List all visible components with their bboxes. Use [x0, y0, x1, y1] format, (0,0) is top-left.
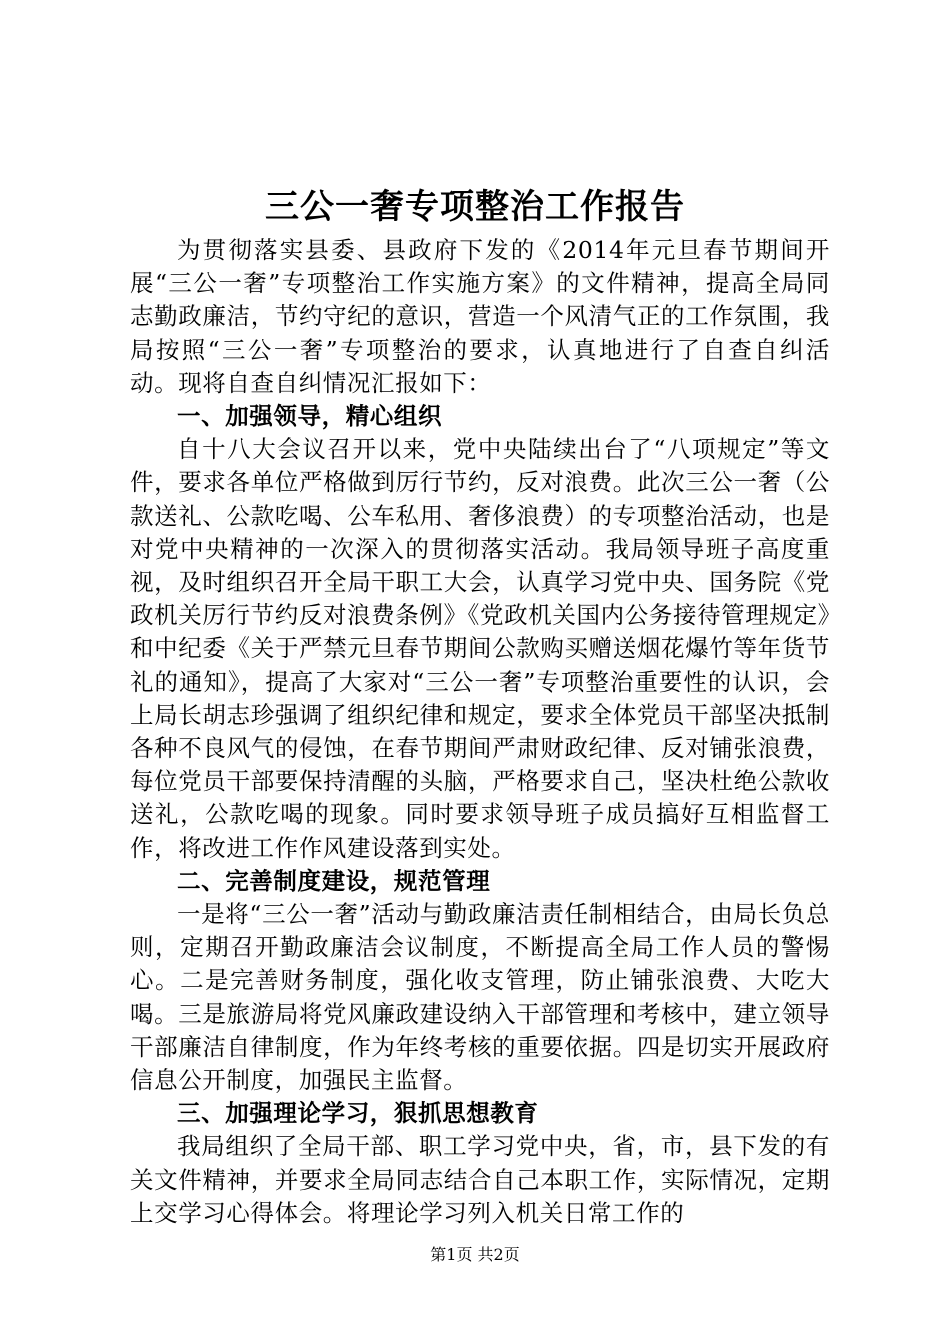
- page-number-footer: 第1页 共2页: [430, 1245, 520, 1264]
- document-title: 三公一奢专项整治工作报告: [265, 187, 685, 227]
- document-body: [130, 234, 830, 1230]
- intro-paragraph: 为贯彻落实县委、县政府下发的《2014年元旦春节期间开展“三公一奢”专项整治工作实施方案》的文件精神，提高全局同志勤政廉洁，节约守纪的意识，营造一个风清气正的工作氛围，我局按照“三公一奢”专项整治的要求，认真地进行了自查自纠活动。现将自查自纠情况汇报如下：: [130, 236, 830, 397]
- section-2-paragraph: 一是将“三公一奢”活动与勤政廉洁责任制相结合，由局长负总则，定期召开勤政廉洁会议制度，不断提高全局工作人员的警惕心。二是完善财务制度，强化收支管理，防止铺张浪费、大吃大喝。三是旅游局将党风廉政建设纳入干部管理和考核中，建立领导干部廉洁自律制度，作为年终考核的重要依据。四是切实开展政府信息公开制度，加强民主监督。: [130, 900, 830, 1095]
- section-1-heading: 一、加强领导，精心组织: [177, 402, 443, 431]
- section-3-heading: 三、加强理论学习，狠抓思想教育: [177, 1099, 539, 1128]
- section-3-paragraph: 我局组织了全局干部、职工学习党中央，省，市，县下发的有关文件精神，并要求全局同志结合自己本职工作，实际情况，定期上交学习心得体会。将理论学习列入机关日常工作的: [130, 1132, 830, 1227]
- section-2-heading: 二、完善制度建设，规范管理: [177, 866, 491, 895]
- section-1-paragraph: 自十八大会议召开以来，党中央陆续出台了“八项规定”等文件，要求各单位严格做到厉行节约，反对浪费。此次三公一奢（公款送礼、公款吃喝、公车私用、奢侈浪费）的专项整治活动，也是对党中央精神的一次深入的贯彻落实活动。我局领导班子高度重视，及时组织召开全局干职工大会，认真学习党中央、国务院《党政机关厉行节约反对浪费条例》《党政机关国内公务接待管理规定》和中纪委《关于严禁元旦春节期间公款购买赠送烟花爆竹等年货节礼的通知》，提高了大家对“三公一奢”专项整治重要性的认识，会上局长胡志珍强调了组织纪律和规定，要求全体党员干部坚决抵制各种不良风气的侵蚀，在春节期间严肃财政纪律、反对铺张浪费，每位党员干部要保持清醒的头脑，严格要求自己，坚决杜绝公款收送礼，公款吃喝的现象。同时要求领导班子成员搞好互相监督工作，将改进工作作风建设落到实处。: [130, 435, 830, 862]
